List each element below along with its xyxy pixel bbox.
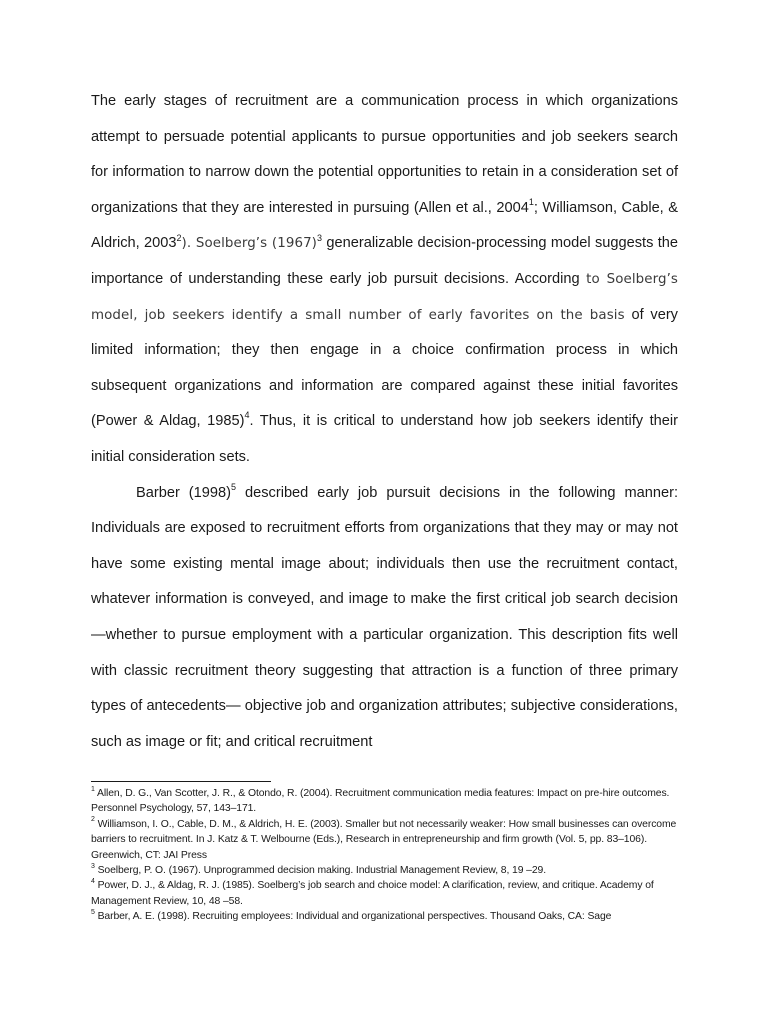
footnote-number: 3 xyxy=(91,862,95,870)
text-run: ). xyxy=(181,236,196,252)
footnote xyxy=(91,863,681,878)
text-run: of very limited information; they then engage in a choice confirmation process in which subsequent organizations and information are compared against these initial favorites (Power & Aldag, 1985) xyxy=(91,306,678,430)
footnote-text: Allen, D. G., Van Scotter, J. R., & Otondo, R. (2004). Recruitment communication media features: Impact on pre-hire outcomes. Personnel Psychology, 57, 143–171. xyxy=(91,788,670,815)
footnote-ref: 2 xyxy=(176,232,182,243)
footnote-ref: 5 xyxy=(231,481,237,492)
footnote xyxy=(91,909,681,924)
footnote-text: Soelberg, P. O. (1967). Unprogrammed decision making. Industrial Management Review, 8, 19 –29. xyxy=(94,865,547,877)
footnote xyxy=(91,878,681,909)
footnote-ref: 4 xyxy=(244,410,250,421)
footnote-number: 2 xyxy=(91,816,95,824)
footnote-separator xyxy=(91,781,271,782)
footnote xyxy=(91,786,681,817)
footnote-text: Power, D. J., & Aldag, R. J. (1985). Soelberg’s job search and choice model: A clarification, review, and critique. Academy of Management Review, 10, 48 –58. xyxy=(91,880,654,907)
text-run: The early stages of recruitment are a communication process in which organizations attempt to persuade potential applicants to pursue opportunities and job seekers search for information to narrow down the potential opportunities to retain in a consideration set of organizations that they are interested in pursuing (Allen et al., 2004 xyxy=(91,93,678,216)
text-run: described early job pursuit decisions in the following manner: Individuals are exposed to recruitment efforts from organizations that they may or may not have some existing mental image about; individuals then use the recruitment contact, whatever information is conveyed, and image to make the first critical job search decision—whether to pursue employment with a particular organization. This description fits well with classic recruitment theory suggesting that attraction is a function of three primary types of antecedents— objective job and organization attributes; subjective considerations, such as image or fit; and critical recruitment xyxy=(91,484,678,750)
footnote-number: 5 xyxy=(91,908,95,916)
footnote-ref: 1 xyxy=(528,196,534,207)
footnote-text: Williamson, I. O., Cable, D. M., & Aldrich, H. E. (2003). Smaller but not necessarily weaker: How small businesses can overcome barriers to recruitment. In J. Katz & T. Welbourne (Eds.), Research in entrepreneurship and firm growth (Vol. 5, pp. 83–106). Greenwich, CT: JAI Press xyxy=(91,818,677,861)
text-run: Barber (1998) xyxy=(136,484,231,501)
footnote-number: 1 xyxy=(91,785,95,793)
text-run: Soelberg’s (1967) xyxy=(195,236,318,252)
text-run: ; Williamson, Cable, & Aldrich, 2003 xyxy=(91,199,678,252)
paragraph xyxy=(91,476,678,761)
footnote-number: 4 xyxy=(91,877,95,885)
footnotes xyxy=(91,786,681,925)
text-run: generalizable decision-processing model suggests the importance of understanding these early job pursuit decisions. According xyxy=(91,235,678,287)
paragraph xyxy=(91,84,678,476)
footnote-text: Barber, A. E. (1998). Recruiting employees: Individual and organizational perspectives. Thousand Oaks, CA: Sage xyxy=(94,911,612,923)
footnote-ref: 3 xyxy=(317,232,323,243)
text-run: to Soelberg’s model, job seekers identify a small number of early favorites on the basis xyxy=(91,271,678,323)
text-run: . Thus, it is critical to understand how job seekers identify their initial consideration sets. xyxy=(91,413,679,465)
body-text xyxy=(91,84,678,760)
footnote xyxy=(91,817,681,863)
